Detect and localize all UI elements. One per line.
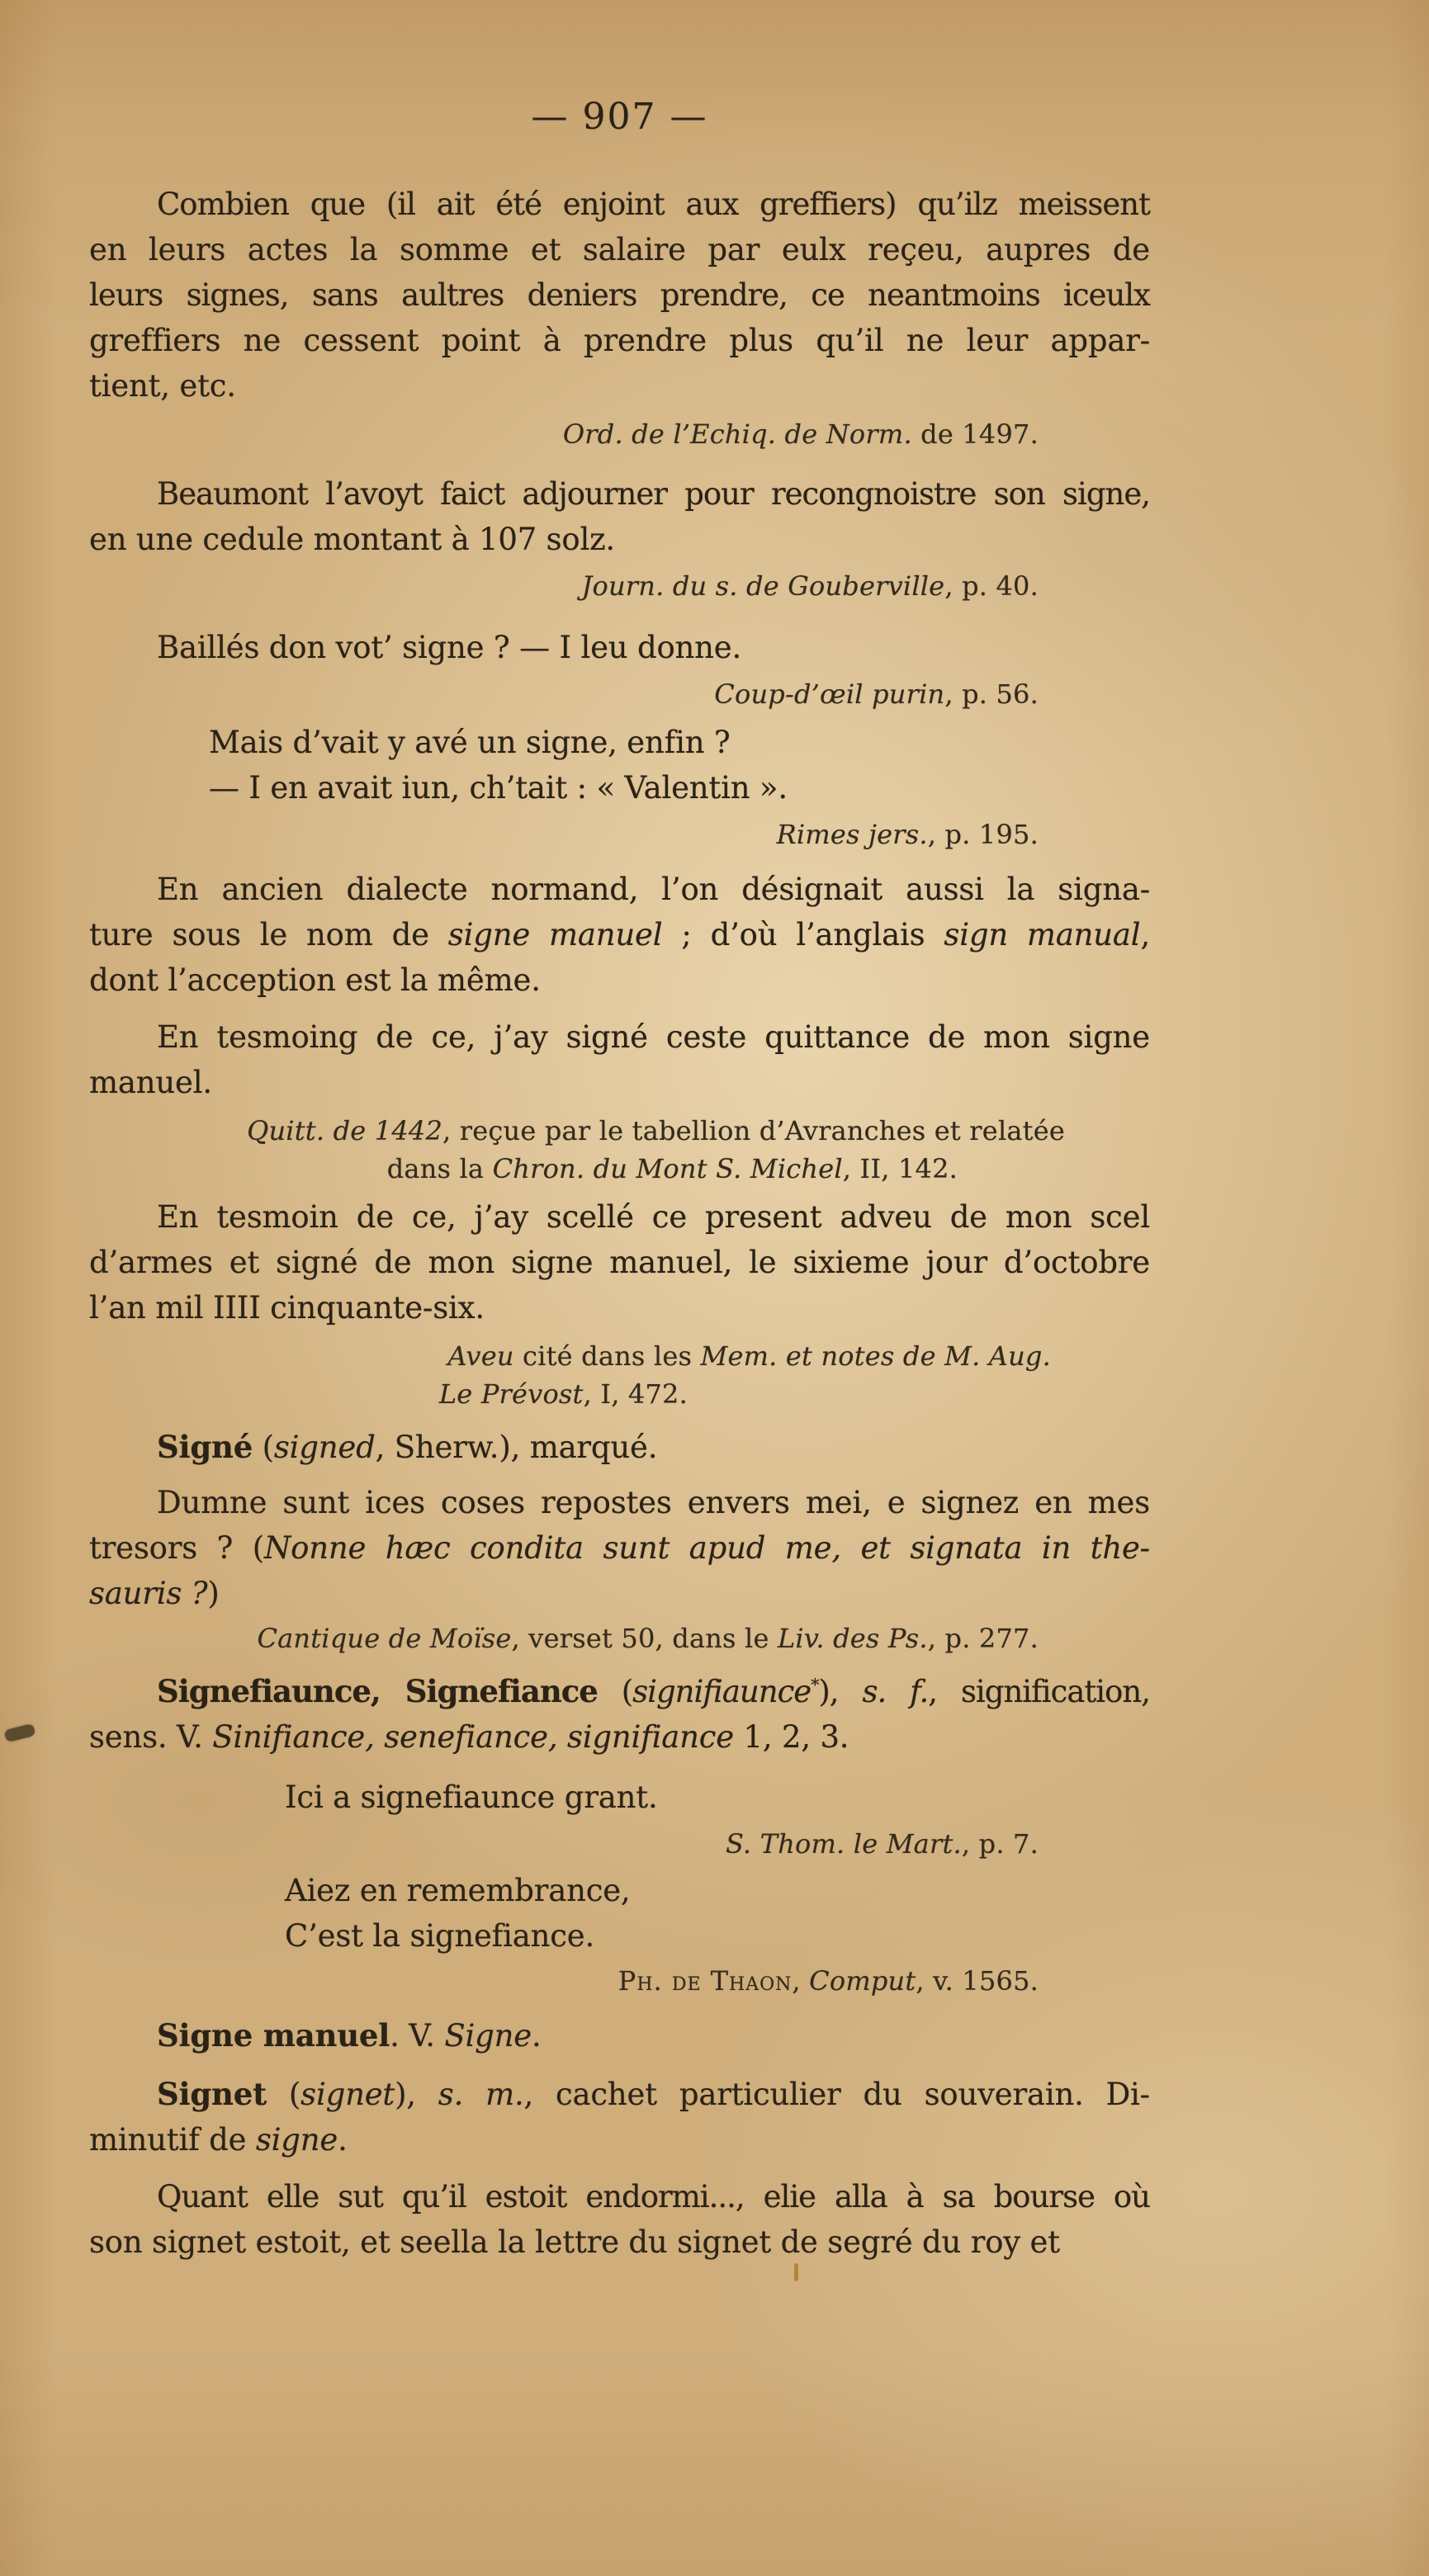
citation-source: Cantique de Moïse (257, 1623, 512, 1654)
text-segment: sens. V. (89, 1719, 213, 1755)
text-line (89, 1571, 1150, 1616)
term-italic: signed (273, 1430, 376, 1465)
text-segment: minutif de (89, 2122, 256, 2158)
text-line (89, 1194, 1150, 1240)
text-line (89, 2174, 1150, 2219)
verse-aiez (89, 1868, 1150, 1959)
text-segment: , cachet particulier du souverain. Di- (523, 2077, 1150, 2112)
gender-abbrev: s. f. (862, 1674, 929, 1709)
paragraph-combien (89, 182, 1150, 409)
text-segment: En ancien dialecte normand, l’on désignait aussi la signa- (157, 872, 1150, 907)
text-segment: — I en avait iun, ch’tait : « Valentin ». (209, 770, 788, 806)
entry-signe (89, 1425, 1150, 1470)
text-segment: Beaumont l’avoyt faict adjourner pour recongnoistre son signe, (157, 476, 1150, 512)
text-segment: En tesmoing de ce, j’ay signé ceste quittance de mon signe (157, 1019, 1150, 1055)
text-segment: ), (395, 2077, 438, 2112)
headword: Signet (157, 2076, 267, 2112)
text-segment: en leurs actes la somme et salaire par eulx reçeu, aupres de (89, 232, 1150, 267)
page-number: — 907 — (531, 96, 708, 138)
citation-source: Le Prévost (438, 1378, 584, 1410)
text-segment: ( (266, 2077, 301, 2112)
headword: Signe manuel (157, 2017, 390, 2054)
text-line (89, 272, 1150, 318)
citation-ref: , p. 7. (961, 1828, 1039, 1860)
citation-line (89, 567, 1150, 605)
text-segment: . (532, 2018, 542, 2054)
verse-line (89, 1868, 1150, 1913)
text-line (89, 227, 1150, 272)
citation-source: Comput (809, 1965, 916, 1997)
citation-ref: , p. 195. (927, 819, 1039, 850)
citation-ordonnance (89, 415, 1150, 453)
citation-line (89, 675, 1150, 713)
paragraph-dumne (89, 1480, 1150, 1616)
verse-line (89, 765, 1150, 811)
text-line (89, 182, 1150, 227)
headword: Signefiaunce, Signefiance (157, 1673, 598, 1709)
text-segment: Quant elle sut qu’il estoit endormi..., elie alla à sa bourse où (157, 2179, 1150, 2214)
entry-line (89, 1669, 1150, 1714)
text-line (89, 1240, 1150, 1285)
text-line (89, 1060, 1150, 1105)
citation-coup-d-oeil (89, 675, 1150, 713)
text-segment: dont l’acception est la même. (89, 962, 541, 998)
citation-ref: de 1497. (911, 418, 1039, 450)
text-segment: Dumne sunt ices coses repostes envers mei, e signez en mes (157, 1485, 1150, 1520)
citation-ref: , p. 40. (944, 570, 1039, 602)
entry-line (89, 1425, 1150, 1470)
citation-line (89, 1375, 1150, 1413)
verse-ici (89, 1775, 1150, 1820)
citation-line (89, 415, 1150, 453)
term-italic: signifiaunce (632, 1674, 812, 1709)
entry-line (89, 1714, 1150, 1760)
term-italic: Sinifiance, senefiance, signifiance (212, 1719, 734, 1755)
citation-ref: , reçue par le tabellion d’Avranches et relatée (442, 1115, 1065, 1146)
citation-source: Ord. de l’Echiq. de Norm. (562, 418, 912, 450)
text-segment: ( (597, 1674, 633, 1709)
citation-ref: , (792, 1965, 810, 1997)
text-segment: , signification, (928, 1674, 1150, 1709)
text-segment: en une cedule montant à 107 solz. (89, 522, 615, 557)
verse-line (89, 1913, 1150, 1959)
text-segment: . (338, 2122, 348, 2158)
text-segment: En tesmoin de ce, j’ay scellé ce present adveu de mon scel (157, 1199, 1150, 1235)
text-segment: ; d’où l’anglais (662, 917, 944, 952)
citation-source: Mem. et notes de M. Aug. (700, 1340, 1051, 1372)
paragraph-tesmoin (89, 1194, 1150, 1331)
text-segment: son signet estoit, et seella la lettre du signet de segré du roy et (89, 2224, 1060, 2260)
citation-line (89, 1825, 1150, 1863)
term-italic: Signe (444, 2018, 532, 2054)
text-segment: tresors ? ( (89, 1530, 264, 1566)
text-line (89, 363, 1150, 409)
text-line (89, 471, 1150, 517)
verse-mais (89, 720, 1150, 811)
citation-ref: , p. 56. (944, 678, 1039, 710)
citation-aveu (89, 1337, 1150, 1413)
text-line (89, 1525, 1150, 1571)
citation-ref: dans la (386, 1153, 493, 1184)
text-segment: Ici a signefiaunce grant. (285, 1780, 658, 1815)
term-italic: signet (300, 2077, 395, 2112)
entry-line (89, 2117, 1150, 2162)
citation-ref: , p. 277. (927, 1623, 1039, 1654)
citation-line (89, 1112, 1150, 1150)
citation-ref: , verset 50, dans le (511, 1623, 778, 1654)
text-line (89, 1014, 1150, 1060)
citation-source: Coup-d’œil purin (714, 678, 945, 710)
text-line (89, 625, 1150, 670)
verse-line (89, 1775, 1150, 1820)
text-line (89, 867, 1150, 912)
gender-abbrev: s. m. (438, 2077, 524, 2112)
citation-cantique (89, 1619, 1150, 1657)
citation-line (89, 1337, 1150, 1375)
citation-thaon (89, 1962, 1150, 2000)
verse-line (89, 720, 1150, 765)
latin-italic: Nonne hæc condita sunt apud me, et signata in the- (263, 1530, 1150, 1566)
citation-source: Aveu (447, 1340, 514, 1372)
text-line (89, 318, 1150, 363)
entry-line (89, 2072, 1150, 2117)
text-segment: C’est la signefiance. (285, 1918, 595, 1954)
citation-source: S. Thom. le Mart. (725, 1828, 962, 1860)
text-block (89, 0, 1150, 2265)
citation-rimes (89, 815, 1150, 853)
text-segment: d’armes et signé de mon signe manuel, le sixieme jour d’octobre (89, 1245, 1150, 1280)
ink-smudge (4, 1723, 36, 1742)
headword: Signé (157, 1429, 253, 1465)
citation-source: Chron. du Mont S. Michel (492, 1153, 843, 1184)
text-line (89, 912, 1150, 957)
text-line (89, 1480, 1150, 1525)
entry-signefiaunce (89, 1669, 1150, 1760)
citation-ref: , II, 142. (842, 1153, 958, 1184)
text-line (89, 517, 1150, 562)
text-segment: , (1140, 917, 1150, 952)
text-segment: l’an mil IIII cinquante-six. (89, 1290, 485, 1326)
term-italic: signe manuel (447, 917, 663, 952)
text-segment: ture sous le nom de (89, 917, 448, 952)
text-segment: manuel. (89, 1065, 212, 1100)
citation-author: Ph. de Thaon (617, 1965, 793, 1997)
text-line (89, 2219, 1150, 2265)
citation-source: Quitt. de 1442 (247, 1115, 443, 1146)
text-segment: , Sherw.), marqué. (375, 1430, 658, 1465)
citation-thomas (89, 1825, 1150, 1863)
paragraph-beaumont (89, 471, 1150, 562)
paragraph-dialecte-normand (89, 867, 1150, 1003)
citation-line (89, 1619, 1150, 1657)
term-italic: signe (255, 2122, 338, 2158)
citation-ref: , v. 1565. (916, 1965, 1039, 1997)
citation-source: Liv. des Ps. (777, 1623, 928, 1654)
text-segment: . V. (390, 2018, 445, 2054)
paragraph-quant (89, 2174, 1150, 2265)
citation-quittance (89, 1112, 1150, 1188)
entry-line (89, 2013, 1150, 2058)
citation-source: Rimes jers. (776, 819, 928, 850)
text-segment: Baillés don vot’ signe ? — I leu donne. (157, 630, 742, 665)
paragraph-tesmoing (89, 1014, 1150, 1105)
text-segment: ( (253, 1430, 274, 1465)
citation-source: Journ. du s. de Gouberville (581, 570, 945, 602)
citation-line (89, 815, 1150, 853)
text-segment: leurs signes, sans aultres deniers prendre, ce neantmoins iceulx (89, 277, 1150, 313)
text-segment: greffiers ne cessent point à prendre plus qu’il ne leur appar- (89, 323, 1150, 358)
citation-ref: , I, 472. (583, 1378, 688, 1410)
term-italic: sign manual (944, 917, 1141, 952)
entry-signe-manuel (89, 2013, 1150, 2058)
entry-signet (89, 2072, 1150, 2162)
citation-gouberville (89, 567, 1150, 605)
latin-italic: sauris ? (89, 1576, 208, 1611)
text-segment: 1, 2, 3. (733, 1719, 849, 1755)
text-line (89, 957, 1150, 1003)
citation-line (89, 1150, 1150, 1188)
citation-line (89, 1962, 1150, 2000)
text-segment: Mais d’vait y avé un signe, enfin ? (209, 725, 731, 760)
text-line (89, 1285, 1150, 1331)
text-segment: ), (818, 1674, 863, 1709)
text-segment: Combien que (il ait été enjoint aux greffiers) qu’ilz meissent (157, 187, 1150, 222)
text-segment: ) (207, 1576, 220, 1611)
text-segment: tient, etc. (89, 368, 236, 404)
ink-mark (794, 2263, 798, 2281)
footnote-star: * (811, 1675, 819, 1695)
citation-ref: cité dans les (513, 1340, 701, 1372)
text-segment: Aiez en remembrance, (285, 1873, 631, 1908)
paragraph-bailles (89, 625, 1150, 670)
